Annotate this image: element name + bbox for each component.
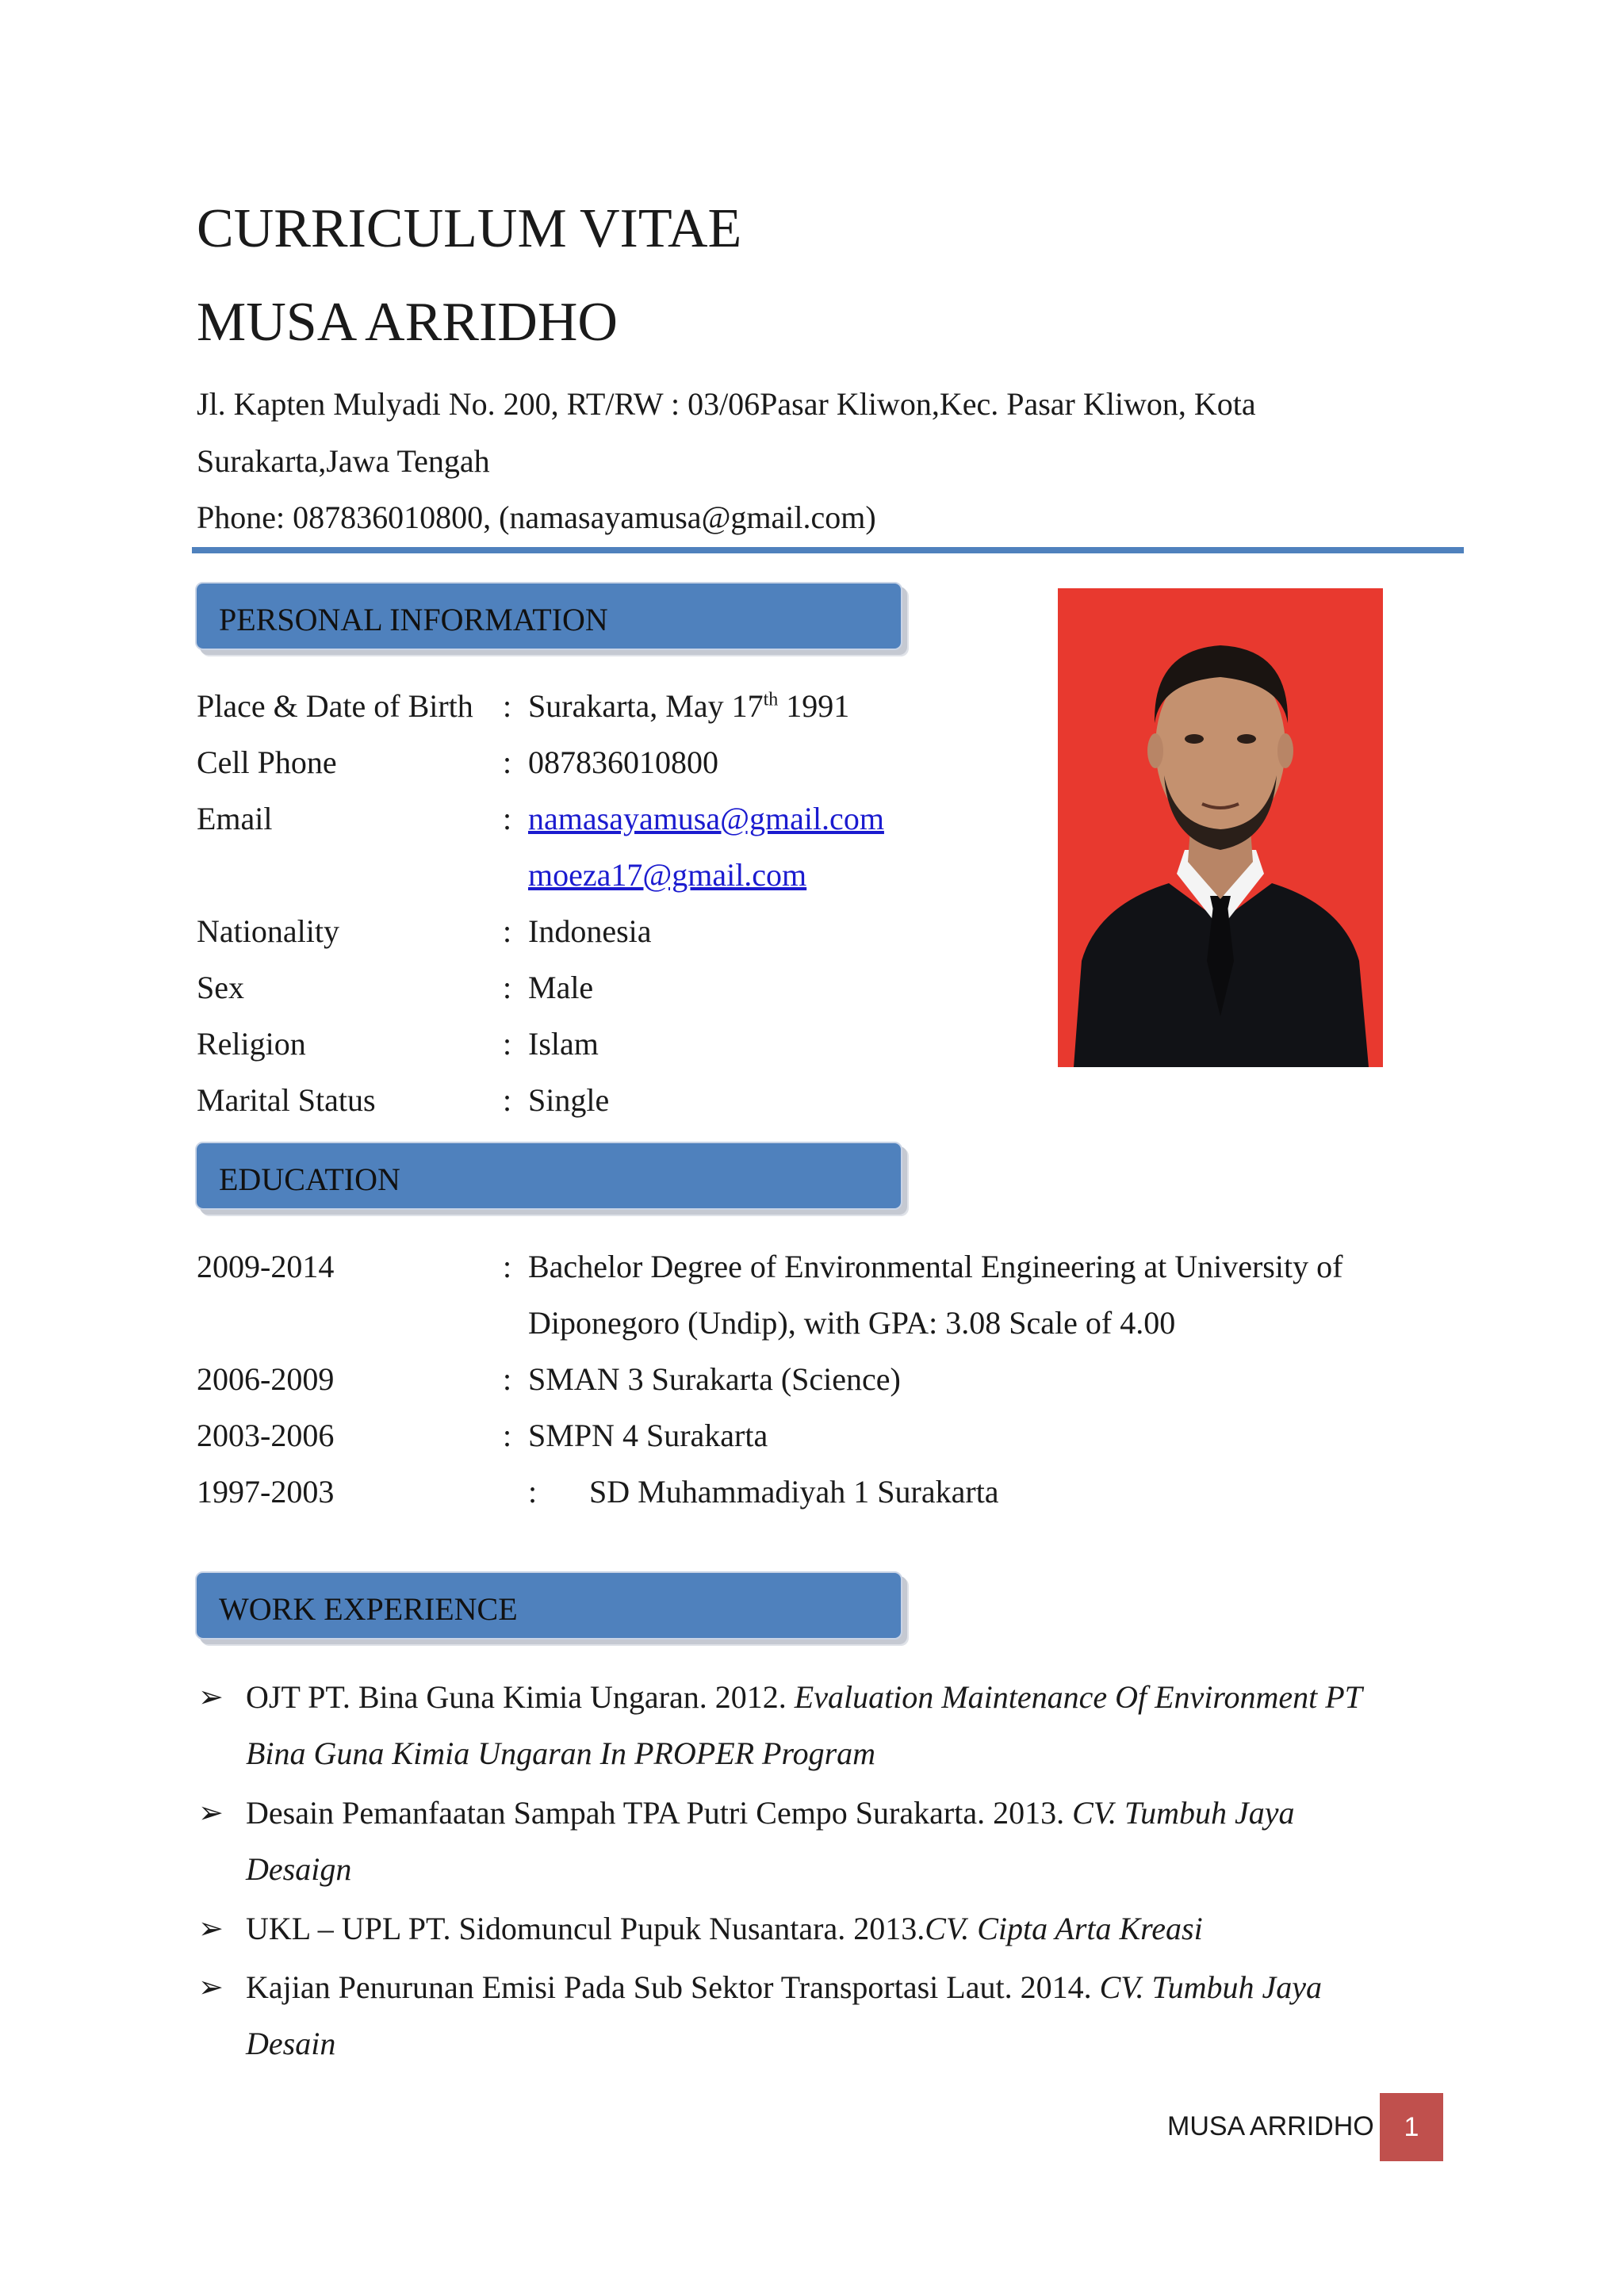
header-divider bbox=[192, 547, 1464, 553]
work-item bbox=[246, 1913, 1203, 1945]
profile-photo-illustration bbox=[1058, 588, 1383, 1067]
email-link-secondary[interactable]: moeza17@gmail.com bbox=[528, 857, 807, 893]
profile-photo bbox=[1058, 588, 1383, 1067]
document-title: CURRICULUM VITAE bbox=[197, 198, 742, 259]
work-item-company: CV. Tumbuh Jaya bbox=[1099, 1969, 1322, 2005]
page-number: 1 bbox=[1380, 2093, 1443, 2161]
education-detail: SD Muhammadiyah 1 Surakarta bbox=[589, 1474, 999, 1510]
section-title-personal: PERSONAL INFORMATION bbox=[219, 602, 608, 637]
colon: : bbox=[503, 801, 512, 836]
sex-label: Sex bbox=[197, 970, 244, 1005]
religion-value: Islam bbox=[528, 1026, 599, 1062]
section-header-education bbox=[195, 1142, 902, 1210]
work-item-continued bbox=[246, 1851, 352, 1887]
email-link-primary[interactable]: namasayamusa@gmail.com bbox=[528, 801, 884, 836]
nationality-value: Indonesia bbox=[528, 913, 652, 949]
colon: : bbox=[503, 1249, 512, 1284]
arrow-bullet-icon: ➢ bbox=[198, 1795, 224, 1830]
colon: : bbox=[528, 1474, 538, 1510]
nationality-label: Nationality bbox=[197, 913, 339, 949]
section-header-work bbox=[195, 1571, 902, 1640]
marital-status-value: Single bbox=[528, 1082, 610, 1118]
arrow-bullet-icon: ➢ bbox=[198, 1969, 224, 2004]
education-years: 2003-2006 bbox=[197, 1418, 335, 1453]
birth-value-suffix: th bbox=[763, 689, 779, 710]
religion-label: Religion bbox=[197, 1026, 306, 1062]
colon: : bbox=[503, 1082, 512, 1118]
work-item-text: Kajian Penurunan Emisi Pada Sub Sektor Transportasi Laut. 2014. bbox=[246, 1969, 1100, 2005]
colon: : bbox=[503, 913, 512, 949]
section-title-work: WORK EXPERIENCE bbox=[219, 1591, 518, 1627]
section-title-education: EDUCATION bbox=[219, 1161, 400, 1197]
colon: : bbox=[503, 970, 512, 1005]
marital-status-label: Marital Status bbox=[197, 1082, 376, 1118]
colon: : bbox=[503, 1361, 512, 1397]
phone-line: Phone: 087836010800, (namasayamusa@gmail.com) bbox=[197, 499, 876, 535]
footer-name: MUSA ARRIDHO bbox=[1167, 2111, 1374, 2141]
work-item-company-continued: Desain bbox=[246, 2026, 336, 2061]
education-detail: Bachelor Degree of Environmental Engineering at University of bbox=[528, 1249, 1343, 1284]
email-label: Email bbox=[197, 801, 273, 836]
section-header-personal bbox=[195, 582, 902, 650]
birth-value bbox=[528, 688, 850, 724]
sex-value: Male bbox=[528, 970, 594, 1005]
work-item-company: CV. Cipta Arta Kreasi bbox=[925, 1911, 1203, 1946]
work-item-project-continued: Bina Guna Kimia Ungaran In PROPER Program bbox=[246, 1735, 876, 1771]
work-item-continued bbox=[246, 2028, 335, 2060]
cell-phone-label: Cell Phone bbox=[197, 744, 337, 780]
colon: : bbox=[503, 688, 512, 724]
education-detail-continued: Diponegoro (Undip), with GPA: 3.08 Scale of 4.00 bbox=[528, 1305, 1176, 1341]
education-years: 2009-2014 bbox=[197, 1249, 335, 1284]
work-item-project: Evaluation Maintenance Of Environment PT bbox=[794, 1679, 1362, 1715]
birth-label: Place & Date of Birth bbox=[197, 688, 473, 724]
work-item-company-continued: Desaign bbox=[246, 1851, 352, 1887]
candidate-name: MUSA ARRIDHO bbox=[197, 292, 618, 353]
education-detail: SMPN 4 Surakarta bbox=[528, 1418, 768, 1453]
work-item bbox=[246, 1969, 1322, 2005]
work-item bbox=[246, 1679, 1362, 1715]
education-years: 2006-2009 bbox=[197, 1361, 335, 1397]
work-item-continued bbox=[246, 1735, 876, 1771]
work-item-text: OJT PT. Bina Guna Kimia Ungaran. 2012. bbox=[246, 1679, 795, 1715]
address-line-1: Jl. Kapten Mulyadi No. 200, RT/RW : 03/06Pasar Kliwon,Kec. Pasar Kliwon, Kota bbox=[197, 386, 1256, 422]
birth-value-date: Surakarta, May 17 bbox=[528, 688, 764, 724]
birth-value-year: 1991 bbox=[778, 688, 850, 724]
cell-phone-value: 087836010800 bbox=[528, 744, 718, 780]
colon: : bbox=[503, 744, 512, 780]
arrow-bullet-icon: ➢ bbox=[198, 1911, 224, 1946]
address-line-2: Surakarta,Jawa Tengah bbox=[197, 443, 490, 479]
work-item-company: CV. Tumbuh Jaya bbox=[1072, 1795, 1295, 1831]
work-item-text: UKL – UPL PT. Sidomuncul Pupuk Nusantara. 2013. bbox=[246, 1911, 925, 1946]
colon: : bbox=[503, 1418, 512, 1453]
work-item bbox=[246, 1797, 1294, 1829]
arrow-bullet-icon: ➢ bbox=[198, 1679, 224, 1714]
work-item-text: Desain Pemanfaatan Sampah TPA Putri Cempo Surakarta. 2013. bbox=[246, 1795, 1073, 1831]
colon: : bbox=[503, 1026, 512, 1062]
education-years: 1997-2003 bbox=[197, 1474, 335, 1510]
education-detail: SMAN 3 Surakarta (Science) bbox=[528, 1361, 901, 1397]
